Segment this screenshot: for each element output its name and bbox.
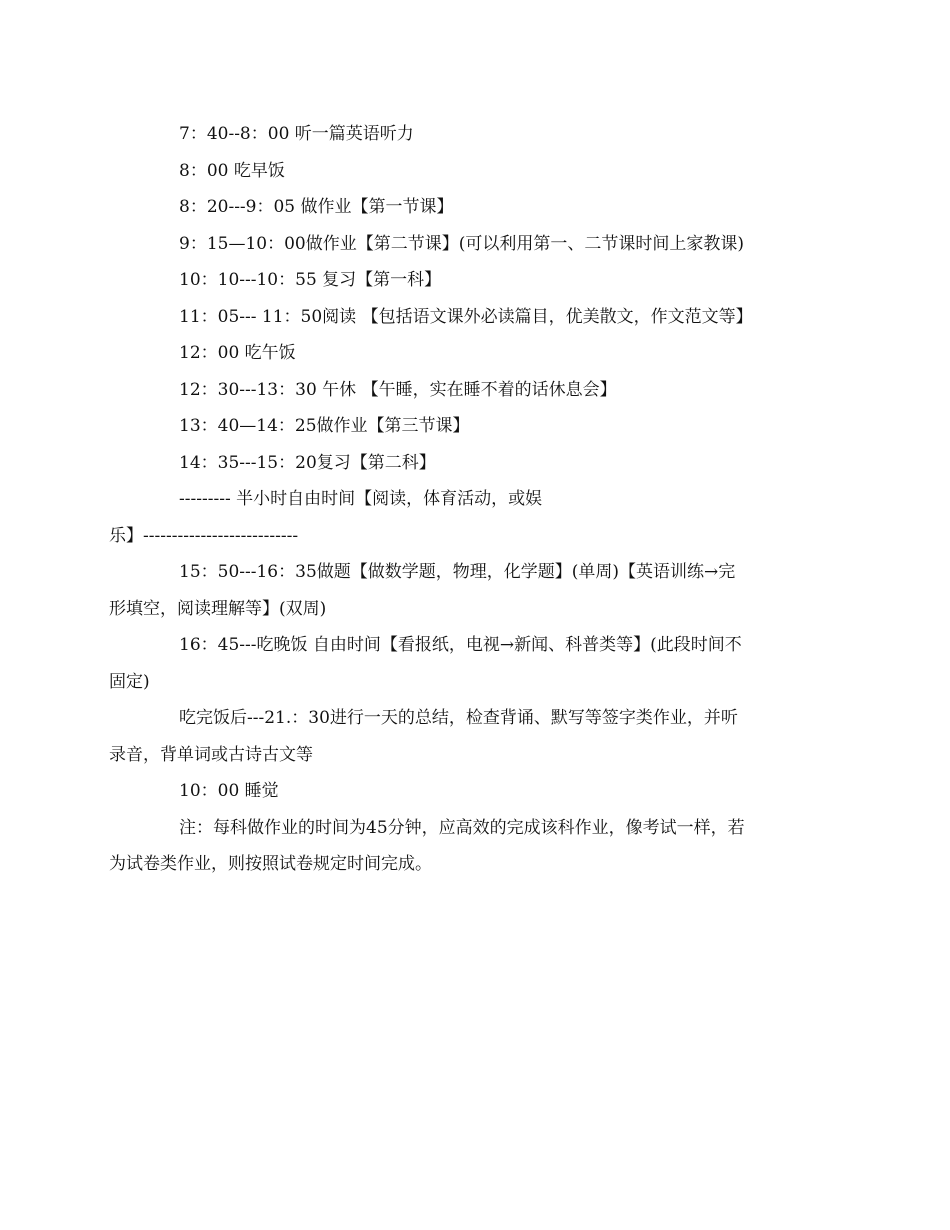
schedule-line-0915: 9：15—10：00做作业【第二节课】(可以利用第一、二节课时间上家教课) — [179, 233, 744, 254]
after-dinner-paragraph — [109, 700, 804, 773]
schedule-1645-line-2: 固定) — [109, 671, 150, 692]
sleep-line: 10：00 睡觉 — [179, 781, 279, 801]
schedule-line-1435: 14：35---15：20复习【第二科】 — [179, 452, 436, 473]
schedule-1550-line-2: 形填空，阅读理解等】(双周) — [109, 598, 327, 619]
free-time-line-2: 乐】--------------------------- — [109, 525, 299, 546]
schedule-paragraph-1550 — [109, 554, 804, 627]
free-time-paragraph — [109, 481, 804, 554]
note-line-1: 注：每科做作业的时间为45分钟，应高效的完成该科作业，像考试一样，若 — [179, 817, 745, 838]
schedule-line-0820: 8：20---9：05 做作业【第一节课】 — [179, 197, 454, 217]
after-dinner-line-2: 录音，背单词或古诗古文等 — [109, 744, 313, 765]
document-body — [109, 116, 804, 883]
schedule-line-0800: 8：00 吃早饭 — [179, 160, 285, 181]
schedule-line-1200: 12：00 吃午饭 — [179, 343, 296, 363]
schedule-1550-line-1: 15：50---16：35做题【做数学题，物理，化学题】(单周)【英语训练→完 — [179, 562, 736, 582]
schedule-line-1010: 10：10---10：55 复习【第一科】 — [179, 270, 442, 290]
schedule-line-1340: 13：40—14：25做作业【第三节课】 — [179, 416, 470, 436]
free-time-line-1: --------- 半小时自由时间【阅读，体育活动，或娱 — [179, 489, 543, 509]
schedule-line-0740: 7：40--8：00 听一篇英语听力 — [179, 124, 414, 144]
schedule-paragraph-1645 — [109, 627, 804, 700]
schedule-line-1230: 12：30---13：30 午休 【午睡，实在睡不着的话休息会】 — [179, 379, 617, 400]
schedule-1645-line-1: 16：45---吃晚饭 自由时间【看报纸，电视→新闻、科普类等】(此段时间不 — [179, 635, 742, 655]
schedule-line-1105: 11：05--- 11：50阅读 【包括语文课外必读篇目，优美散文，作文范文等】 — [179, 306, 753, 327]
note-paragraph — [109, 810, 804, 883]
after-dinner-line-1: 吃完饭后---21.：30进行一天的总结，检查背诵、默写等签字类作业，并听 — [179, 708, 738, 728]
note-line-2: 为试卷类作业，则按照试卷规定时间完成。 — [109, 854, 432, 874]
